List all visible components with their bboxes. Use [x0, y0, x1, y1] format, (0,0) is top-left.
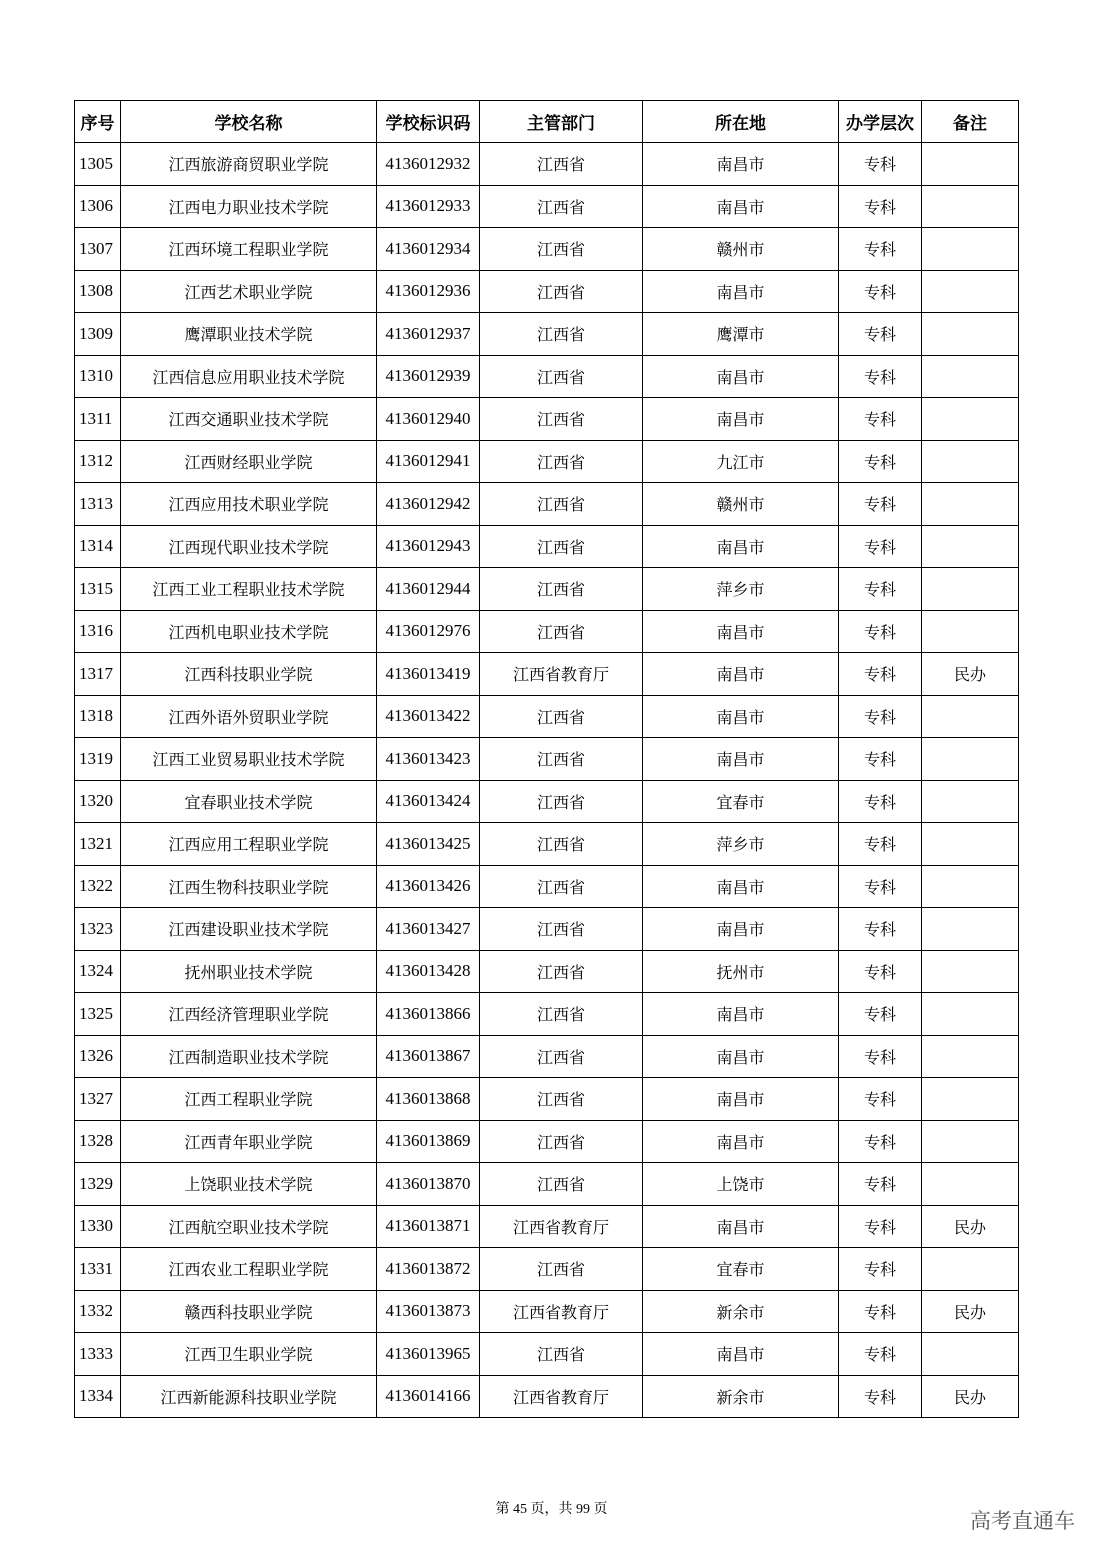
cell-location: 南昌市 [643, 143, 839, 186]
cell-school-name: 江西应用工程职业学院 [121, 823, 377, 866]
cell-location: 萍乡市 [643, 823, 839, 866]
cell-school-code: 4136013428 [377, 950, 480, 993]
cell-school-code: 4136013872 [377, 1248, 480, 1291]
cell-school-code: 4136013423 [377, 738, 480, 781]
cell-remarks [922, 823, 1019, 866]
cell-serial-number: 1312 [75, 440, 121, 483]
cell-remarks [922, 313, 1019, 356]
cell-department: 江西省 [480, 440, 643, 483]
table-row [75, 1205, 1019, 1248]
cell-level: 专科 [839, 525, 922, 568]
cell-remarks [922, 143, 1019, 186]
cell-location: 南昌市 [643, 865, 839, 908]
cell-department: 江西省 [480, 483, 643, 526]
cell-level: 专科 [839, 738, 922, 781]
cell-serial-number: 1315 [75, 568, 121, 611]
cell-school-code: 4136012943 [377, 525, 480, 568]
cell-level: 专科 [839, 610, 922, 653]
table-row [75, 1163, 1019, 1206]
cell-department: 江西省 [480, 1248, 643, 1291]
cell-level: 专科 [839, 695, 922, 738]
cell-school-code: 4136012976 [377, 610, 480, 653]
cell-school-name: 江西财经职业学院 [121, 440, 377, 483]
table-row [75, 865, 1019, 908]
cell-remarks: 民办 [922, 1290, 1019, 1333]
cell-school-code: 4136012941 [377, 440, 480, 483]
cell-school-name: 江西交通职业技术学院 [121, 398, 377, 441]
cell-department: 江西省 [480, 1163, 643, 1206]
cell-level: 专科 [839, 950, 922, 993]
cell-department: 江西省 [480, 695, 643, 738]
cell-level: 专科 [839, 185, 922, 228]
header-school-name: 学校名称 [121, 101, 377, 143]
cell-serial-number: 1326 [75, 1035, 121, 1078]
cell-school-name: 江西航空职业技术学院 [121, 1205, 377, 1248]
cell-location: 南昌市 [643, 695, 839, 738]
cell-department: 江西省 [480, 398, 643, 441]
cell-location: 宜春市 [643, 780, 839, 823]
table-row [75, 313, 1019, 356]
cell-level: 专科 [839, 1163, 922, 1206]
table-row [75, 908, 1019, 951]
cell-school-code: 4136012936 [377, 270, 480, 313]
table-row [75, 483, 1019, 526]
cell-school-name: 江西工业贸易职业技术学院 [121, 738, 377, 781]
cell-serial-number: 1330 [75, 1205, 121, 1248]
cell-school-name: 江西建设职业技术学院 [121, 908, 377, 951]
header-location: 所在地 [643, 101, 839, 143]
cell-remarks [922, 185, 1019, 228]
cell-school-name: 江西科技职业学院 [121, 653, 377, 696]
cell-serial-number: 1317 [75, 653, 121, 696]
cell-remarks [922, 1333, 1019, 1376]
cell-remarks: 民办 [922, 1205, 1019, 1248]
cell-serial-number: 1324 [75, 950, 121, 993]
cell-serial-number: 1319 [75, 738, 121, 781]
cell-school-name: 江西农业工程职业学院 [121, 1248, 377, 1291]
cell-remarks: 民办 [922, 1375, 1019, 1418]
table-row [75, 143, 1019, 186]
cell-remarks [922, 1248, 1019, 1291]
cell-serial-number: 1311 [75, 398, 121, 441]
cell-level: 专科 [839, 993, 922, 1036]
cell-school-name: 江西应用技术职业学院 [121, 483, 377, 526]
cell-level: 专科 [839, 823, 922, 866]
cell-school-code: 4136012942 [377, 483, 480, 526]
table-row [75, 525, 1019, 568]
cell-department: 江西省 [480, 185, 643, 228]
cell-school-code: 4136013871 [377, 1205, 480, 1248]
table-row [75, 950, 1019, 993]
cell-school-name: 江西信息应用职业技术学院 [121, 355, 377, 398]
school-list-table [74, 100, 1019, 1418]
cell-location: 南昌市 [643, 270, 839, 313]
cell-remarks: 民办 [922, 653, 1019, 696]
cell-serial-number: 1334 [75, 1375, 121, 1418]
table-row [75, 993, 1019, 1036]
cell-remarks [922, 483, 1019, 526]
cell-serial-number: 1331 [75, 1248, 121, 1291]
cell-level: 专科 [839, 1333, 922, 1376]
cell-serial-number: 1327 [75, 1078, 121, 1121]
cell-serial-number: 1310 [75, 355, 121, 398]
cell-location: 上饶市 [643, 1163, 839, 1206]
cell-remarks [922, 1163, 1019, 1206]
cell-department: 江西省 [480, 865, 643, 908]
cell-school-name: 江西艺术职业学院 [121, 270, 377, 313]
cell-school-name: 江西经济管理职业学院 [121, 993, 377, 1036]
cell-department: 江西省教育厅 [480, 1375, 643, 1418]
cell-serial-number: 1308 [75, 270, 121, 313]
cell-serial-number: 1314 [75, 525, 121, 568]
cell-school-code: 4136012932 [377, 143, 480, 186]
cell-serial-number: 1316 [75, 610, 121, 653]
table-body [75, 143, 1019, 1418]
cell-department: 江西省 [480, 355, 643, 398]
cell-level: 专科 [839, 908, 922, 951]
cell-location: 南昌市 [643, 1035, 839, 1078]
cell-level: 专科 [839, 1290, 922, 1333]
cell-remarks [922, 228, 1019, 271]
cell-department: 江西省 [480, 610, 643, 653]
cell-level: 专科 [839, 1375, 922, 1418]
cell-level: 专科 [839, 653, 922, 696]
cell-school-name: 江西外语外贸职业学院 [121, 695, 377, 738]
cell-serial-number: 1313 [75, 483, 121, 526]
cell-level: 专科 [839, 355, 922, 398]
cell-remarks [922, 1120, 1019, 1163]
cell-level: 专科 [839, 1248, 922, 1291]
cell-school-code: 4136013424 [377, 780, 480, 823]
table-row [75, 653, 1019, 696]
cell-remarks [922, 993, 1019, 1036]
table-row [75, 270, 1019, 313]
cell-school-code: 4136013965 [377, 1333, 480, 1376]
table-row [75, 440, 1019, 483]
cell-school-code: 4136012933 [377, 185, 480, 228]
cell-remarks [922, 865, 1019, 908]
cell-serial-number: 1328 [75, 1120, 121, 1163]
cell-school-code: 4136013870 [377, 1163, 480, 1206]
table-row [75, 398, 1019, 441]
cell-school-code: 4136013422 [377, 695, 480, 738]
cell-serial-number: 1329 [75, 1163, 121, 1206]
cell-school-code: 4136013426 [377, 865, 480, 908]
cell-location: 南昌市 [643, 525, 839, 568]
cell-school-code: 4136012939 [377, 355, 480, 398]
cell-remarks [922, 525, 1019, 568]
cell-location: 南昌市 [643, 355, 839, 398]
cell-location: 南昌市 [643, 398, 839, 441]
cell-school-code: 4136014166 [377, 1375, 480, 1418]
table-row [75, 1248, 1019, 1291]
cell-school-code: 4136012944 [377, 568, 480, 611]
cell-level: 专科 [839, 483, 922, 526]
cell-location: 南昌市 [643, 738, 839, 781]
cell-location: 南昌市 [643, 908, 839, 951]
cell-school-name: 抚州职业技术学院 [121, 950, 377, 993]
cell-department: 江西省教育厅 [480, 1290, 643, 1333]
cell-department: 江西省 [480, 1078, 643, 1121]
cell-school-name: 江西制造职业技术学院 [121, 1035, 377, 1078]
cell-location: 九江市 [643, 440, 839, 483]
table-row [75, 568, 1019, 611]
cell-school-name: 宜春职业技术学院 [121, 780, 377, 823]
cell-department: 江西省 [480, 143, 643, 186]
cell-serial-number: 1309 [75, 313, 121, 356]
cell-location: 赣州市 [643, 228, 839, 271]
cell-location: 新余市 [643, 1375, 839, 1418]
table-row [75, 185, 1019, 228]
header-remarks: 备注 [922, 101, 1019, 143]
cell-school-name: 江西卫生职业学院 [121, 1333, 377, 1376]
table-row [75, 823, 1019, 866]
table-row [75, 1375, 1019, 1418]
cell-level: 专科 [839, 313, 922, 356]
table-header-row [75, 101, 1019, 143]
cell-location: 新余市 [643, 1290, 839, 1333]
cell-school-name: 江西旅游商贸职业学院 [121, 143, 377, 186]
cell-location: 南昌市 [643, 653, 839, 696]
cell-location: 南昌市 [643, 1078, 839, 1121]
cell-school-name: 江西新能源科技职业学院 [121, 1375, 377, 1418]
cell-department: 江西省 [480, 950, 643, 993]
header-serial-number: 序号 [75, 101, 121, 143]
watermark-text: 高考直通车 [970, 1509, 1075, 1533]
cell-remarks [922, 738, 1019, 781]
cell-remarks [922, 270, 1019, 313]
cell-serial-number: 1323 [75, 908, 121, 951]
cell-location: 宜春市 [643, 1248, 839, 1291]
cell-department: 江西省 [480, 270, 643, 313]
table-row [75, 1035, 1019, 1078]
cell-level: 专科 [839, 780, 922, 823]
cell-level: 专科 [839, 865, 922, 908]
header-department: 主管部门 [480, 101, 643, 143]
cell-serial-number: 1332 [75, 1290, 121, 1333]
cell-department: 江西省 [480, 568, 643, 611]
cell-serial-number: 1322 [75, 865, 121, 908]
page-number: 第 45 页，共 99 页 [495, 1502, 608, 1517]
cell-location: 南昌市 [643, 1120, 839, 1163]
cell-remarks [922, 398, 1019, 441]
cell-serial-number: 1307 [75, 228, 121, 271]
cell-school-code: 4136013866 [377, 993, 480, 1036]
cell-remarks [922, 440, 1019, 483]
cell-school-code: 4136013873 [377, 1290, 480, 1333]
cell-school-name: 江西电力职业技术学院 [121, 185, 377, 228]
cell-serial-number: 1306 [75, 185, 121, 228]
cell-school-name: 赣西科技职业学院 [121, 1290, 377, 1333]
cell-serial-number: 1318 [75, 695, 121, 738]
cell-school-name: 鹰潭职业技术学院 [121, 313, 377, 356]
cell-serial-number: 1325 [75, 993, 121, 1036]
header-level: 办学层次 [839, 101, 922, 143]
cell-school-code: 4136013867 [377, 1035, 480, 1078]
cell-location: 抚州市 [643, 950, 839, 993]
cell-remarks [922, 355, 1019, 398]
cell-school-code: 4136013868 [377, 1078, 480, 1121]
table-row [75, 1078, 1019, 1121]
cell-remarks [922, 780, 1019, 823]
cell-school-name: 江西工业工程职业技术学院 [121, 568, 377, 611]
header-school-code: 学校标识码 [377, 101, 480, 143]
cell-level: 专科 [839, 1120, 922, 1163]
cell-location: 南昌市 [643, 185, 839, 228]
cell-level: 专科 [839, 270, 922, 313]
table-row [75, 1290, 1019, 1333]
table-row [75, 228, 1019, 271]
cell-location: 鹰潭市 [643, 313, 839, 356]
cell-department: 江西省教育厅 [480, 1205, 643, 1248]
cell-school-code: 4136012934 [377, 228, 480, 271]
cell-level: 专科 [839, 568, 922, 611]
cell-serial-number: 1305 [75, 143, 121, 186]
cell-level: 专科 [839, 1035, 922, 1078]
table-row [75, 738, 1019, 781]
cell-school-code: 4136013427 [377, 908, 480, 951]
cell-school-name: 江西现代职业技术学院 [121, 525, 377, 568]
cell-department: 江西省 [480, 313, 643, 356]
cell-remarks [922, 1078, 1019, 1121]
cell-school-code: 4136012937 [377, 313, 480, 356]
cell-school-name: 江西机电职业技术学院 [121, 610, 377, 653]
table-row [75, 610, 1019, 653]
cell-remarks [922, 568, 1019, 611]
table-row [75, 780, 1019, 823]
cell-location: 南昌市 [643, 1333, 839, 1376]
cell-remarks [922, 1035, 1019, 1078]
cell-department: 江西省 [480, 908, 643, 951]
cell-remarks [922, 695, 1019, 738]
cell-school-code: 4136013419 [377, 653, 480, 696]
cell-level: 专科 [839, 398, 922, 441]
cell-school-name: 江西生物科技职业学院 [121, 865, 377, 908]
cell-department: 江西省 [480, 1333, 643, 1376]
cell-department: 江西省 [480, 228, 643, 271]
cell-department: 江西省 [480, 1120, 643, 1163]
cell-level: 专科 [839, 440, 922, 483]
cell-school-name: 江西环境工程职业学院 [121, 228, 377, 271]
cell-serial-number: 1320 [75, 780, 121, 823]
cell-remarks [922, 908, 1019, 951]
cell-level: 专科 [839, 143, 922, 186]
table-row [75, 1333, 1019, 1376]
cell-location: 南昌市 [643, 993, 839, 1036]
cell-level: 专科 [839, 228, 922, 271]
cell-remarks [922, 950, 1019, 993]
cell-department: 江西省 [480, 780, 643, 823]
cell-department: 江西省 [480, 525, 643, 568]
cell-location: 萍乡市 [643, 568, 839, 611]
cell-school-name: 上饶职业技术学院 [121, 1163, 377, 1206]
cell-location: 赣州市 [643, 483, 839, 526]
cell-department: 江西省 [480, 823, 643, 866]
cell-school-code: 4136012940 [377, 398, 480, 441]
table-row [75, 695, 1019, 738]
cell-location: 南昌市 [643, 1205, 839, 1248]
cell-department: 江西省 [480, 738, 643, 781]
cell-department: 江西省 [480, 1035, 643, 1078]
cell-school-code: 4136013869 [377, 1120, 480, 1163]
cell-location: 南昌市 [643, 610, 839, 653]
cell-serial-number: 1321 [75, 823, 121, 866]
table-row [75, 355, 1019, 398]
cell-serial-number: 1333 [75, 1333, 121, 1376]
cell-school-name: 江西青年职业学院 [121, 1120, 377, 1163]
table-row [75, 1120, 1019, 1163]
cell-department: 江西省 [480, 993, 643, 1036]
cell-department: 江西省教育厅 [480, 653, 643, 696]
cell-level: 专科 [839, 1205, 922, 1248]
cell-school-code: 4136013425 [377, 823, 480, 866]
cell-school-name: 江西工程职业学院 [121, 1078, 377, 1121]
cell-remarks [922, 610, 1019, 653]
cell-level: 专科 [839, 1078, 922, 1121]
